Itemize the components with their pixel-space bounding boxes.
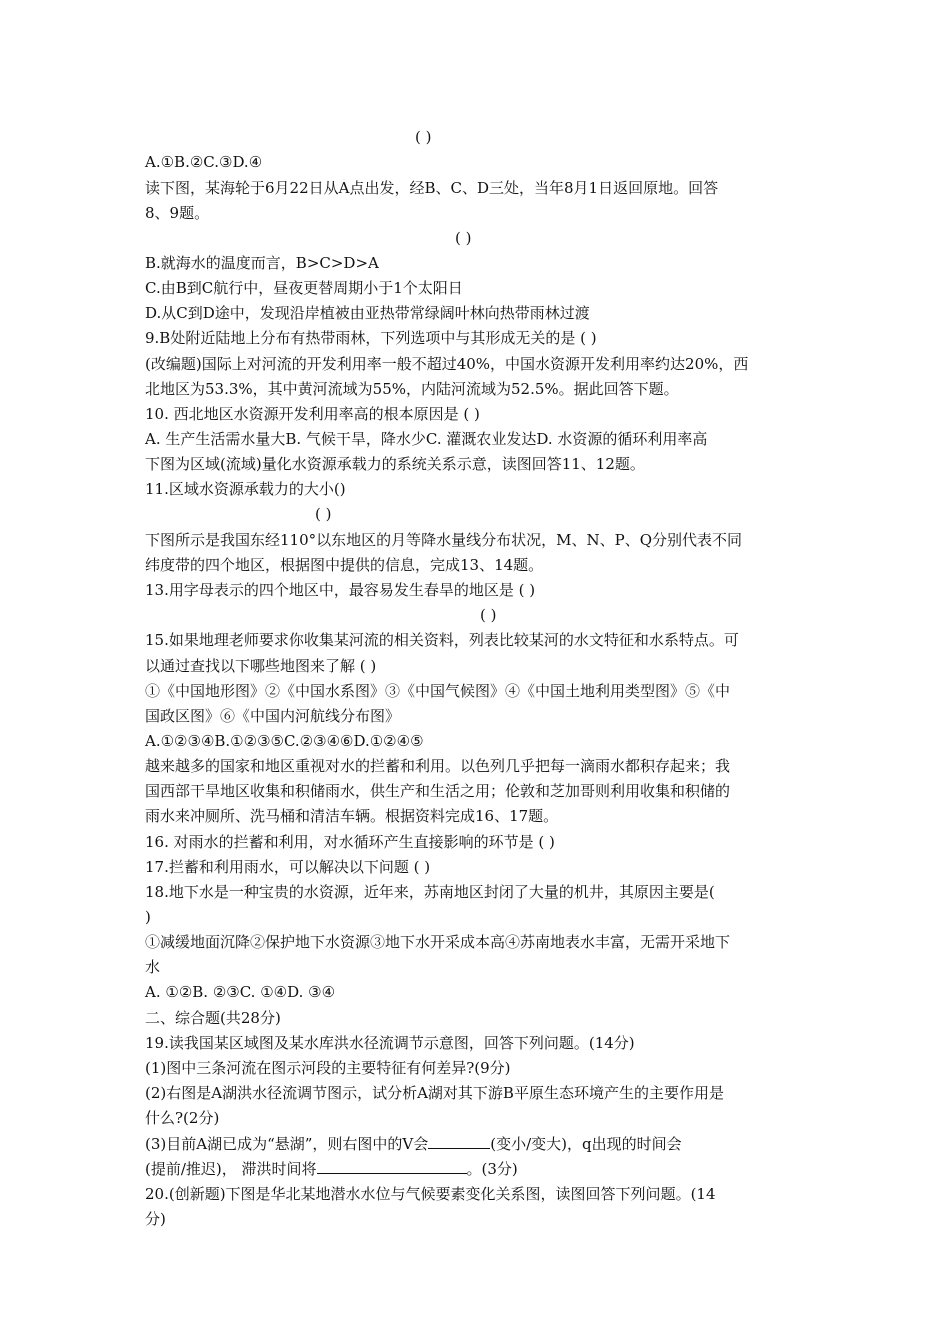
question-15: 15.如果地理老师要求你收集某河流的相关资料，列表比较某河的水文特征和水系特点。可 [145, 631, 739, 649]
question-19-part-2: 什么?(2分) [145, 1109, 220, 1127]
question-20: 分) [145, 1210, 166, 1228]
answer-option: B.就海水的温度而言，B>C>D>A [145, 254, 379, 272]
question-15-items: ①《中国地形图》②《中国水系图》③《中国气候图》④《中国土地利用类型图》⑤《中 [145, 682, 731, 700]
answer-blank[interactable] [317, 1158, 467, 1174]
question-19-part-3-text: (提前/推迟)， 滞洪时间将 [145, 1160, 317, 1178]
question-19-part-3 [145, 1158, 518, 1179]
answer-bracket: ( ) [415, 128, 432, 146]
question-13: 13.用字母表示的四个地区中，最容易发生春旱的地区是 ( ) [145, 581, 536, 599]
question-19-part-3 [145, 1133, 682, 1154]
question-19-part-3-text: (变小/变大)，q出现的时间会 [490, 1135, 682, 1153]
question-19-part-3-text: (3)目前A湖已成为“悬湖”，则右图中的V会 [145, 1135, 429, 1153]
question-19-part-2: (2)右图是A湖洪水径流调节图示，试分析A湖对其下游B平原生态环境产生的主要作用是 [145, 1084, 724, 1102]
question-15: 以通过查找以下哪些地图来了解 ( ) [145, 657, 377, 675]
question-11: 11.区域水资源承载力的大小() [145, 480, 346, 498]
answer-bracket: ( ) [455, 229, 472, 247]
question-10: 10. 西北地区水资源开发利用率高的根本原因是 ( ) [145, 405, 480, 423]
reading-material: 下图所示是我国东经110°以东地区的月等降水量线分布状况，M、N、P、Q分别代表不同 [145, 531, 743, 549]
answer-options: A.①B.②C.③D.④ [145, 153, 263, 171]
reading-material: 读下图，某海轮于6月22日从A点出发，经B、C、D三处，当年8月1日返回原地。回答 [145, 179, 719, 197]
question-19-part-1: (1)图中三条河流在图示河段的主要特征有何差异?(9分) [145, 1059, 511, 1077]
question-19-part-3-text: 。(3分) [466, 1160, 518, 1178]
question-18: ) [145, 908, 151, 926]
answer-option: D.从C到D途中，发现沿岸植被由亚热带常绿阔叶林向热带雨林过渡 [145, 304, 590, 322]
reading-material: 8、9题。 [145, 204, 210, 222]
question-20: 20.(创新题)下图是华北某地潜水水位与气候要素变化关系图，读图回答下列问题。(14 [145, 1185, 716, 1203]
question-17: 17.拦蓄和利用雨水，可以解决以下问题 ( ) [145, 858, 431, 876]
reading-material: (改编题)国际上对河流的开发利用率一般不超过40%，中国水资源开发利用率约达20%，西 [145, 355, 749, 373]
answer-blank[interactable] [428, 1133, 490, 1149]
reading-material: 北地区为53.3%，其中黄河流域为55%，内陆河流域为52.5%。据此回答下题。 [145, 380, 679, 398]
question-18-items: 水 [145, 958, 161, 976]
question-15-items: 国政区图》⑥《中国内河航线分布图》 [145, 707, 401, 725]
answer-bracket: ( ) [480, 606, 497, 624]
reading-material: 雨水来冲厕所、洗马桶和清洁车辆。根据资料完成16、17题。 [145, 807, 559, 825]
question-18: 18.地下水是一种宝贵的水资源，近年来，苏南地区封闭了大量的机井，其原因主要是( [145, 883, 715, 901]
question-18-items: ①减缓地面沉降②保护地下水资源③地下水开采成本高④苏南地表水丰富，无需开采地下 [145, 933, 731, 951]
section-heading: 二、综合题(共28分) [145, 1009, 281, 1027]
answer-option: C.由B到C航行中，昼夜更替周期小于1个太阳日 [145, 279, 463, 297]
answer-options: A. ①②B. ②③C. ①④D. ③④ [145, 983, 336, 1001]
question-16: 16. 对雨水的拦蓄和利用，对水循环产生直接影响的环节是 ( ) [145, 833, 555, 851]
reading-material: 越来越多的国家和地区重视对水的拦蓄和利用。以色列几乎把每一滴雨水都积存起来；我 [145, 757, 731, 775]
answer-options: A. 生产生活需水量大B. 气候干旱，降水少C. 灌溉农业发达D. 水资源的循环利用率高 [145, 430, 708, 448]
reading-material: 国西部干旱地区收集和积储雨水，供生产和生活之用；伦敦和芝加哥则利用收集和积储的 [145, 782, 731, 800]
question-19: 19.读我国某区域图及某水库洪水径流调节示意图，回答下列问题。(14分) [145, 1034, 635, 1052]
answer-bracket: ( ) [315, 505, 332, 523]
reading-material: 纬度带的四个地区，根据图中提供的信息，完成13、14题。 [145, 556, 544, 574]
question-9: 9.B处附近陆地上分布有热带雨林，下列选项中与其形成无关的是 ( ) [145, 329, 597, 347]
reading-material: 下图为区域(流域)量化水资源承载力的系统关系示意，读图回答11、12题。 [145, 455, 645, 473]
answer-options: A.①②③④B.①②③⑤C.②③④⑥D.①②④⑤ [145, 732, 424, 750]
